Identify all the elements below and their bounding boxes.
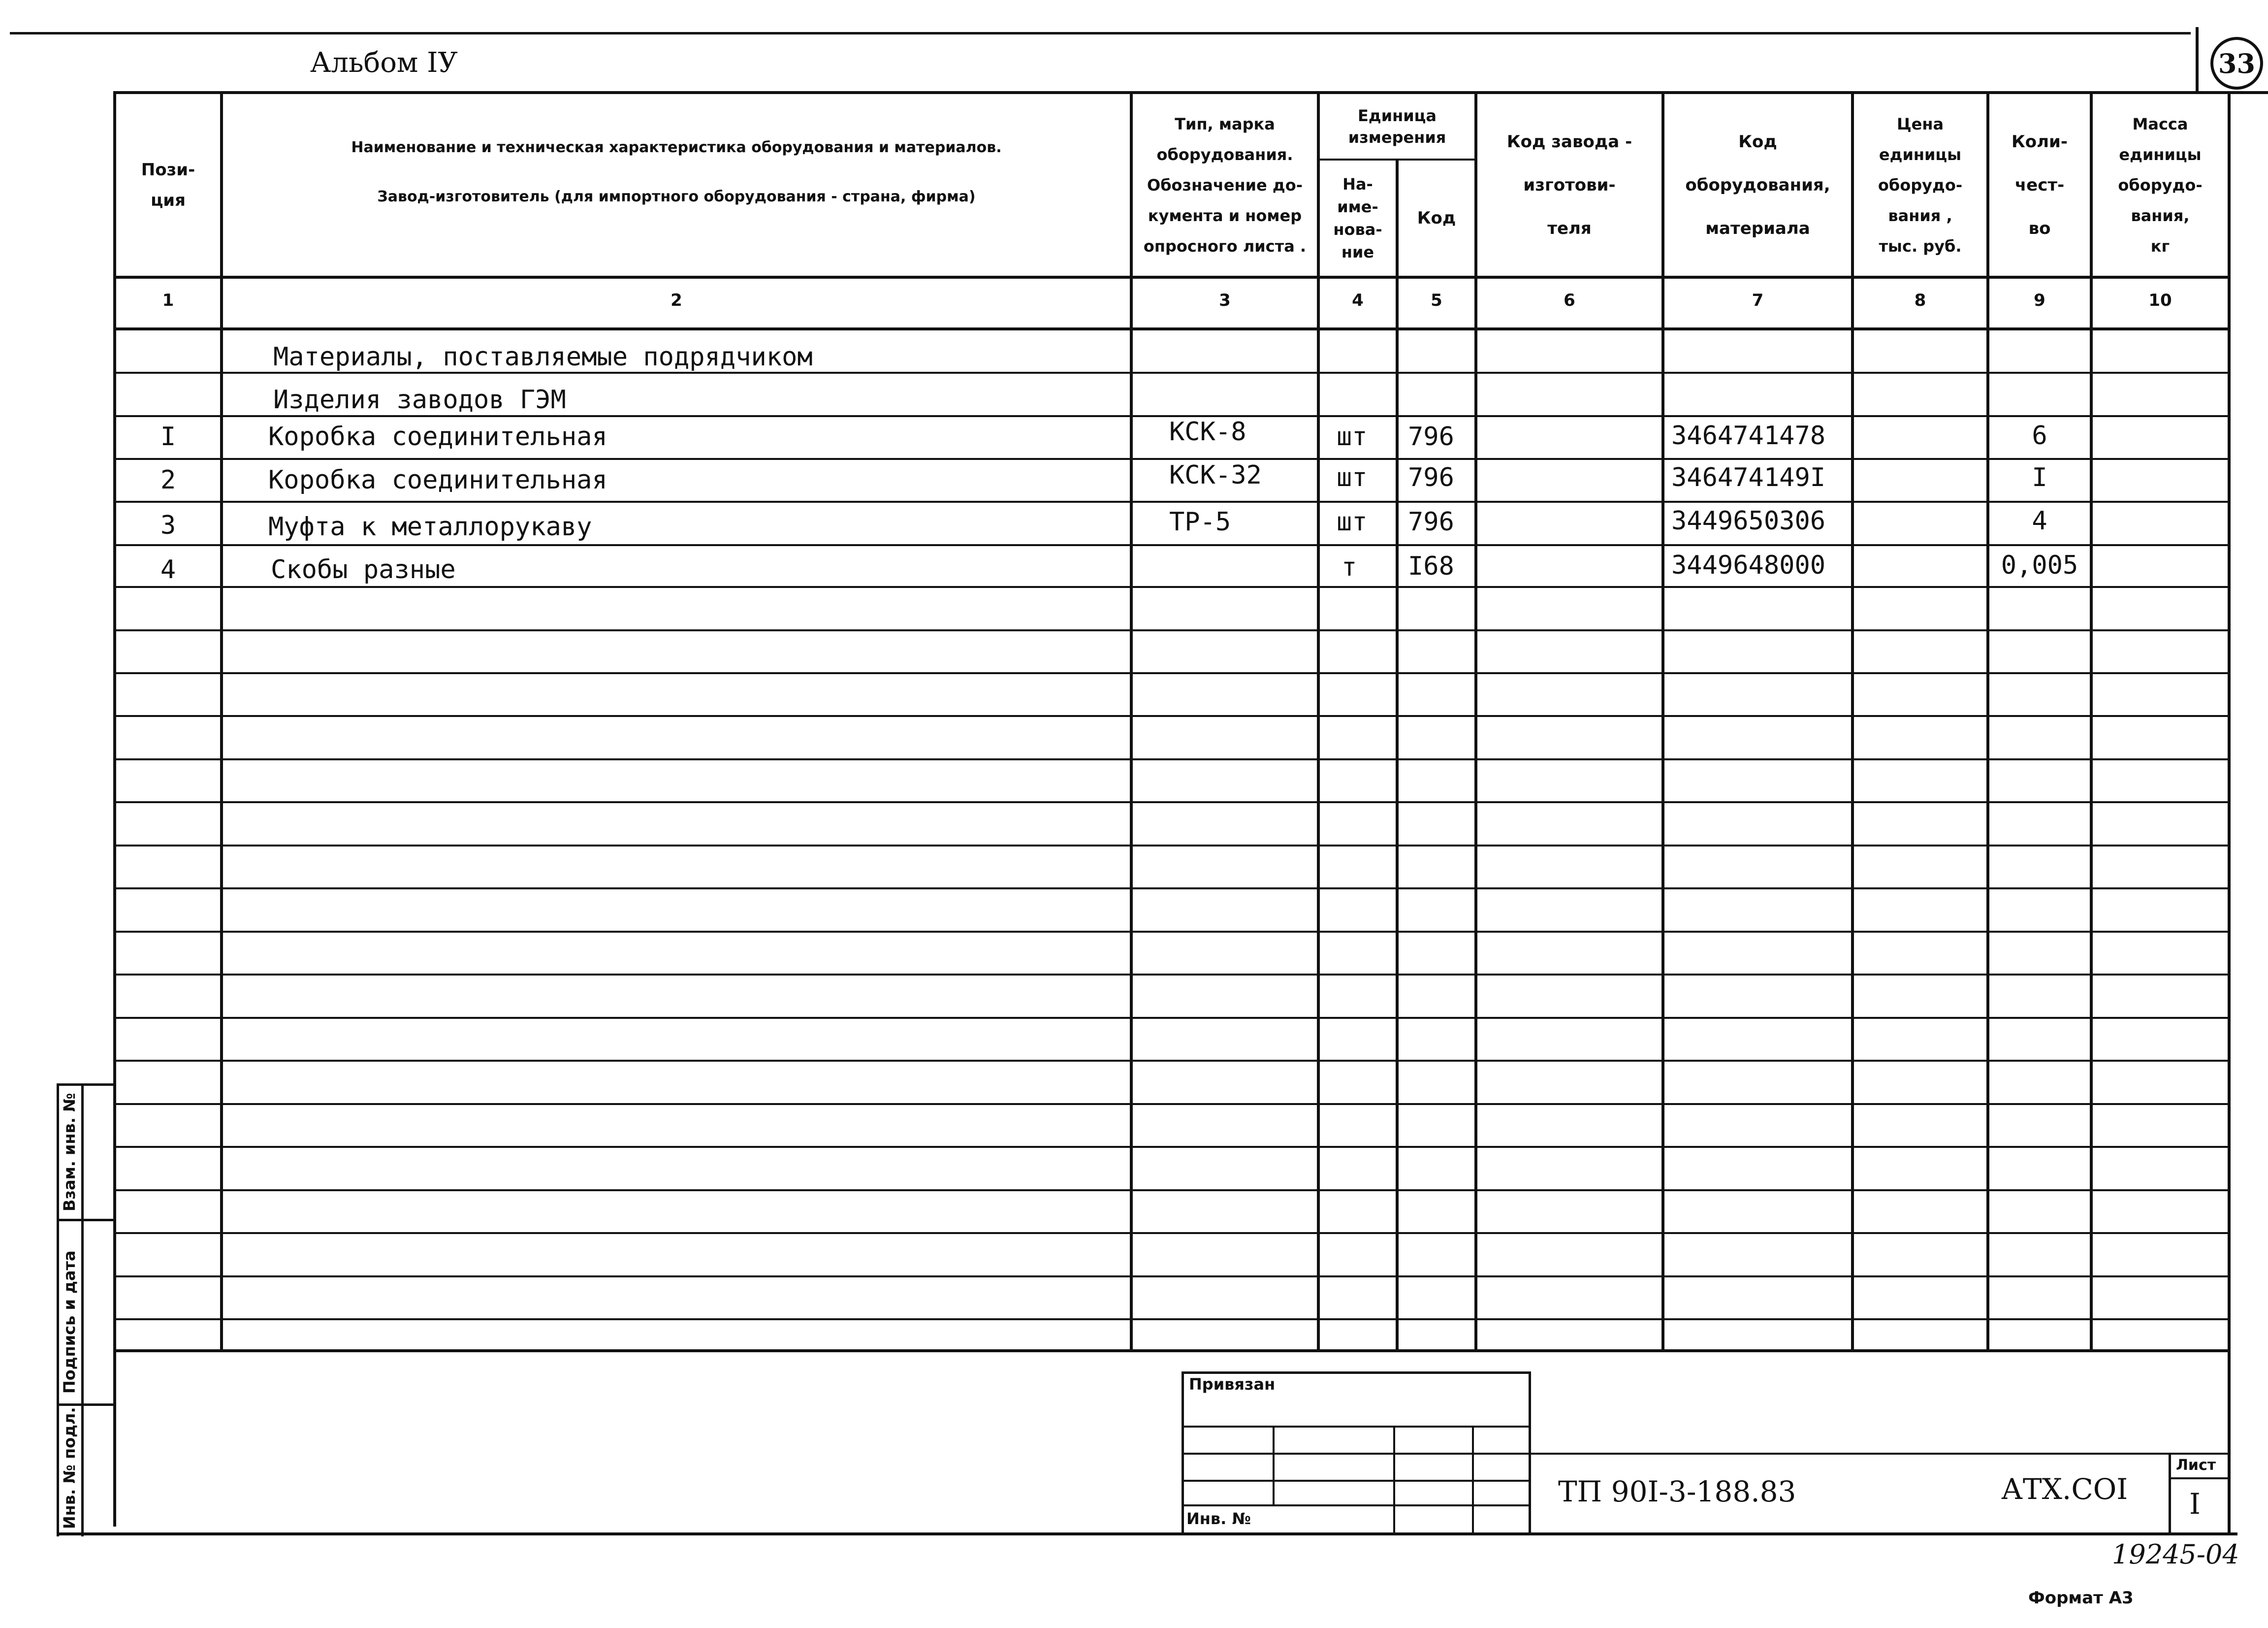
row-type: ТР-5: [1169, 507, 1231, 537]
row-name: Скобы разные: [271, 555, 456, 585]
row-unit: шт: [1337, 507, 1368, 537]
right-edge: [2228, 1349, 2231, 1534]
row-code: 3449650306: [1671, 506, 1826, 536]
header-quantity: Коли- чест- во: [2012, 131, 2068, 238]
row-unit: т: [1342, 553, 1357, 582]
row-type: КСК-8: [1169, 417, 1246, 447]
side-label-inv-zam: Взам. инв. №: [60, 1093, 79, 1211]
row-line: [116, 1318, 2228, 1320]
row-code: 3449648000: [1671, 551, 1826, 580]
stamp-rule-1: [1182, 1426, 1531, 1428]
sheet-number: I: [2189, 1487, 2201, 1521]
section-title-materials: Материалы, поставляемые подрядчиком: [273, 342, 813, 372]
row-unit-code: I68: [1408, 552, 1454, 581]
row-line: [116, 372, 2228, 374]
vline-4: [1396, 160, 1399, 1352]
row-line: [116, 1146, 2228, 1148]
row-line: [116, 801, 2228, 803]
side-block-bottom: [57, 1532, 2237, 1535]
header-type: Тип, марка оборудования. Обозначение до- кумента и номер опросного листа .: [1143, 114, 1307, 256]
row-quantity: 0,005: [2001, 551, 2078, 580]
row-position: 4: [160, 555, 176, 585]
row-unit-code: 796: [1408, 422, 1454, 452]
header-mass: Масса единицы оборудо- вания, кг: [2118, 114, 2203, 256]
document-code: ТП 90I-3-188.83: [1558, 1475, 1796, 1508]
stamp-rule-2: [1182, 1453, 2230, 1455]
colnum-3: 3: [1219, 291, 1231, 310]
table-header-bottom: [113, 276, 2230, 279]
side-label-sign-date: Подпись и дата: [60, 1250, 79, 1394]
row-line: [116, 715, 2228, 717]
sheet-box-mid: [2169, 1477, 2230, 1479]
row-line: [116, 758, 2228, 760]
row-unit: шт: [1337, 422, 1368, 452]
side-block-mid: [81, 1083, 84, 1536]
colnum-5: 5: [1431, 291, 1442, 310]
row-line: [116, 586, 2228, 588]
side-label-inv-orig: Инв. № подл.: [60, 1407, 79, 1529]
stamp-vline-2: [1393, 1426, 1395, 1534]
side-block-sep1: [57, 1219, 116, 1221]
row-position: I: [160, 422, 176, 452]
header-name-line2: Завод-изготовитель (для импортного оборудования - страна, фирма): [377, 188, 976, 205]
vline-2: [1130, 91, 1133, 1352]
header-position: Пози- ция: [141, 160, 195, 210]
colnum-6: 6: [1564, 291, 1575, 310]
row-quantity: I: [2032, 463, 2047, 492]
row-line: [116, 672, 2228, 674]
vline-9: [2090, 91, 2093, 1352]
header-unit-code: Код: [1417, 208, 1456, 228]
header-unit-name: На- име- нова- ние: [1333, 175, 1382, 261]
row-type: КСК-32: [1169, 460, 1262, 490]
page-number: 33: [2210, 37, 2263, 90]
row-line: [116, 544, 2228, 546]
header-equipment-code: Код оборудования, материала: [1685, 131, 1830, 238]
sheet-code: АТХ.COI: [2001, 1472, 2128, 1506]
colnum-10: 10: [2148, 291, 2172, 310]
stamp-privyazan: Привязан: [1189, 1375, 1276, 1394]
section-title-gem: Изделия заводов ГЭМ: [273, 385, 566, 415]
row-line: [116, 1275, 2228, 1277]
row-position: 2: [160, 465, 176, 495]
row-code: 3464741478: [1671, 421, 1826, 451]
table-numbers-bottom: [113, 327, 2230, 330]
row-line: [116, 1232, 2228, 1234]
stamp-rule-3: [1182, 1480, 1531, 1482]
row-line: [116, 1017, 2228, 1019]
vline-3: [1317, 91, 1320, 1352]
colnum-8: 8: [1914, 291, 1926, 310]
handwritten-number: 19245-04: [2112, 1539, 2239, 1570]
row-line: [116, 501, 2228, 503]
vline-8: [1986, 91, 1989, 1352]
vline-1: [220, 91, 223, 1352]
album-label: Альбом IУ: [310, 47, 458, 79]
row-line: [116, 845, 2228, 847]
header-price: Цена единицы оборудо- вания , тыс. руб.: [1878, 114, 1963, 256]
colnum-4: 4: [1352, 291, 1364, 310]
row-position: 3: [160, 511, 176, 540]
row-unit: шт: [1337, 463, 1368, 492]
row-line: [116, 1060, 2228, 1062]
sheet-label: Лист: [2176, 1457, 2216, 1474]
side-block-sep2: [57, 1403, 116, 1406]
header-unit-group: Единица измерения: [1348, 106, 1446, 147]
vline-10: [2228, 91, 2231, 1352]
top-rule: [10, 32, 2191, 34]
header-factory-code: Код завода - изготови- теля: [1506, 131, 1632, 238]
row-line: [116, 974, 2228, 976]
row-line: [116, 1103, 2228, 1105]
table-bottom: [113, 1349, 2230, 1352]
row-line: [116, 458, 2228, 460]
row-name: Коробка соединительная: [268, 465, 607, 495]
stamp-vline-3: [1472, 1426, 1474, 1534]
row-name: Муфта к металлорукаву: [268, 512, 592, 542]
vline-5: [1474, 91, 1477, 1352]
colnum-7: 7: [1752, 291, 1764, 310]
row-line: [116, 629, 2228, 631]
row-line: [116, 1189, 2228, 1191]
vline-6: [1661, 91, 1664, 1352]
row-line: [116, 931, 2228, 933]
colnum-9: 9: [2034, 291, 2045, 310]
side-block-top: [57, 1083, 116, 1086]
row-quantity: 4: [2032, 506, 2047, 536]
row-unit-code: 796: [1408, 507, 1454, 537]
sheet-box-left: [2169, 1453, 2171, 1534]
header-name-line1: Наименование и техническая характеристика оборудования и материалов.: [351, 139, 1002, 156]
vline-7: [1851, 91, 1854, 1352]
stamp-inv-no: Инв. №: [1186, 1509, 1251, 1528]
row-name: Коробка соединительная: [268, 422, 607, 452]
stamp-rule-4: [1182, 1504, 1531, 1506]
stamp-vline-1: [1273, 1426, 1275, 1504]
colnum-1: 1: [162, 291, 174, 310]
colnum-2: 2: [671, 291, 682, 310]
row-unit-code: 796: [1408, 463, 1454, 492]
row-line: [116, 887, 2228, 889]
stamp-box-top: [1182, 1371, 1531, 1374]
row-quantity: 6: [2032, 421, 2047, 451]
row-code: 346474149I: [1671, 463, 1826, 492]
format-label: Формат А3: [2028, 1588, 2134, 1608]
side-block-left: [57, 1083, 59, 1536]
